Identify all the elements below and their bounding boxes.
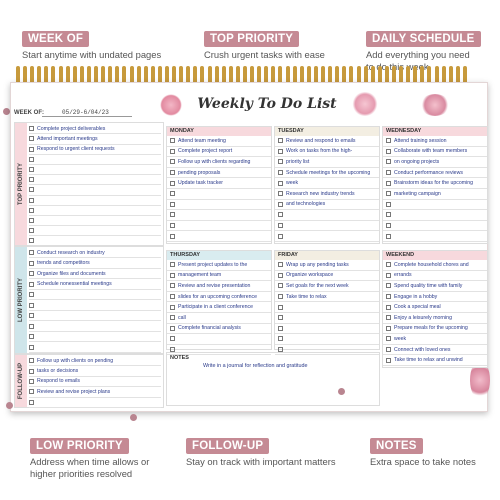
task-checkbox[interactable] (170, 283, 175, 288)
task-row[interactable] (383, 271, 487, 282)
task-row[interactable] (167, 260, 271, 271)
follow-up-tag: FOLLOW-UP (186, 438, 269, 454)
task-checkbox[interactable] (29, 261, 34, 266)
task-checkbox[interactable] (278, 305, 283, 310)
task-text: Prepare meals for the upcoming (394, 325, 468, 332)
task-row[interactable] (275, 136, 379, 147)
task-row[interactable] (29, 195, 161, 205)
task-row[interactable] (29, 356, 161, 366)
task-text: Research new industry trends (286, 190, 355, 197)
task-checkbox[interactable] (386, 234, 391, 239)
task-row[interactable] (29, 269, 161, 279)
task-row[interactable] (167, 231, 271, 242)
task-checkbox[interactable] (29, 369, 34, 374)
task-row[interactable] (29, 175, 161, 185)
week-of-desc: Start anytime with undated pages (22, 49, 162, 60)
week-of-label: WEEK OF: (14, 110, 44, 116)
task-checkbox[interactable] (278, 159, 283, 164)
task-checkbox[interactable] (278, 315, 283, 320)
follow-up-band (15, 355, 27, 407)
task-checkbox[interactable] (29, 345, 34, 350)
task-row[interactable] (383, 292, 487, 303)
task-text: week (286, 180, 299, 187)
flower-decoration (160, 94, 182, 116)
task-text: Follow up with clients on pending (37, 357, 114, 364)
daily-schedule-desc-1: Add everything you need (366, 49, 470, 60)
flower-decoration (352, 92, 378, 116)
task-row[interactable] (167, 271, 271, 282)
task-checkbox[interactable] (386, 202, 391, 207)
task-checkbox[interactable] (386, 223, 391, 228)
task-text: Cook a special meal (394, 304, 441, 311)
task-text: Schedule meetings for the upcoming (286, 169, 371, 176)
task-checkbox[interactable] (29, 198, 34, 203)
week-of-pointer (3, 108, 10, 115)
task-checkbox[interactable] (278, 283, 283, 288)
task-row[interactable] (167, 178, 271, 189)
task-text: Organize files and documents (37, 270, 106, 277)
task-checkbox[interactable] (278, 234, 283, 239)
notes-tag: NOTES (370, 438, 423, 454)
task-checkbox[interactable] (29, 250, 34, 255)
task-checkbox[interactable] (278, 262, 283, 267)
day-monday-header: MONDAY (167, 127, 271, 136)
task-text: slides for an upcoming conference (178, 293, 258, 300)
day-wednesday (382, 126, 488, 244)
task-row[interactable] (275, 302, 379, 313)
task-checkbox[interactable] (29, 334, 34, 339)
task-checkbox[interactable] (29, 324, 34, 329)
top-priority-band (15, 123, 27, 245)
task-text: Connect with loved ones (394, 346, 451, 353)
task-text: Schedule nonessential meetings (37, 281, 112, 288)
task-text: Review and respond to emails (286, 137, 356, 144)
task-row[interactable] (29, 134, 161, 144)
notes-pointer (338, 388, 345, 395)
task-row[interactable] (383, 302, 487, 313)
task-row[interactable] (167, 189, 271, 200)
task-text: call (178, 314, 186, 321)
task-text: Present project updates to the (178, 261, 248, 268)
top-priority-section (14, 122, 164, 246)
task-checkbox[interactable] (29, 136, 34, 141)
task-row[interactable] (383, 147, 487, 158)
task-row[interactable] (167, 136, 271, 147)
task-row[interactable] (29, 280, 161, 290)
task-checkbox[interactable] (278, 181, 283, 186)
task-checkbox[interactable] (386, 262, 391, 267)
task-row[interactable] (167, 334, 271, 345)
task-text: Complete project deliverables (37, 125, 106, 132)
task-row[interactable] (29, 185, 161, 195)
day-tuesday-header: TUESDAY (275, 127, 379, 136)
task-text: Attend important meetings (37, 135, 98, 142)
task-text: Review and revise project plans (37, 388, 111, 395)
task-row[interactable] (383, 260, 487, 271)
top-priority-tag: TOP PRIORITY (204, 31, 299, 47)
task-text: Respond to emails (37, 378, 80, 385)
task-row[interactable] (167, 157, 271, 168)
task-row[interactable] (29, 259, 161, 269)
task-row[interactable] (383, 168, 487, 179)
task-row[interactable] (383, 345, 487, 356)
task-text: Spend quality time with family (394, 282, 463, 289)
task-checkbox[interactable] (29, 282, 34, 287)
task-row[interactable] (29, 343, 161, 353)
task-text: and technologies (286, 201, 326, 208)
task-row[interactable] (167, 281, 271, 292)
task-checkbox[interactable] (278, 191, 283, 196)
top-priority-desc: Crush urgent tasks with ease (204, 49, 325, 60)
low-priority-band (15, 247, 27, 353)
task-row[interactable] (275, 168, 379, 179)
task-text: Wrap up any pending tasks (286, 261, 349, 268)
task-checkbox[interactable] (386, 358, 391, 363)
task-row[interactable] (275, 157, 379, 168)
task-row[interactable] (275, 189, 379, 200)
task-row[interactable] (29, 322, 161, 332)
task-text: priority list (286, 158, 310, 165)
task-checkbox[interactable] (278, 273, 283, 278)
task-checkbox[interactable] (29, 379, 34, 384)
task-text: Complete project report (178, 148, 233, 155)
task-text: Follow up with clients regarding (178, 158, 251, 165)
task-row[interactable] (29, 301, 161, 311)
task-checkbox[interactable] (386, 159, 391, 164)
notes-entry[interactable]: Write in a journal for reflection and gratitude (203, 363, 308, 369)
task-row[interactable] (29, 366, 161, 376)
task-checkbox[interactable] (29, 126, 34, 131)
task-row[interactable] (275, 292, 379, 303)
day-friday-header: FRIDAY (275, 251, 379, 260)
task-checkbox[interactable] (278, 202, 283, 207)
task-checkbox[interactable] (386, 138, 391, 143)
follow-up-band-label: FOLLOW-UP (18, 362, 24, 400)
task-row[interactable] (167, 168, 271, 179)
task-text: Take time to relax and unwind (394, 357, 463, 364)
task-text: pending proposals (178, 169, 221, 176)
day-tuesday (274, 126, 380, 244)
task-row[interactable] (167, 313, 271, 324)
task-row[interactable] (383, 189, 487, 200)
task-text: Conduct performance reviews (394, 169, 463, 176)
task-checkbox[interactable] (29, 208, 34, 213)
task-checkbox[interactable] (386, 305, 391, 310)
task-text: marketing campaign (394, 190, 441, 197)
week-of-value[interactable]: 05/29-6/04/23 (62, 109, 109, 116)
task-row[interactable] (383, 231, 487, 242)
task-checkbox[interactable] (170, 149, 175, 154)
task-checkbox[interactable] (386, 273, 391, 278)
low-priority-pointer (6, 402, 13, 409)
day-wednesday-header: WEDNESDAY (383, 127, 487, 136)
task-checkbox[interactable] (29, 147, 34, 152)
task-row[interactable] (167, 292, 271, 303)
task-checkbox[interactable] (170, 262, 175, 267)
task-text: Complete household chores and (394, 261, 469, 268)
task-row[interactable] (275, 334, 379, 345)
notes-box[interactable] (166, 352, 380, 406)
task-checkbox[interactable] (386, 181, 391, 186)
task-checkbox[interactable] (170, 202, 175, 207)
task-text: Take time to relax (286, 293, 327, 300)
task-checkbox[interactable] (386, 149, 391, 154)
task-checkbox[interactable] (29, 292, 34, 297)
task-row[interactable] (383, 334, 487, 345)
task-checkbox[interactable] (29, 303, 34, 308)
task-row[interactable] (275, 147, 379, 158)
task-row[interactable] (167, 200, 271, 211)
task-text: Enjoy a leisurely morning (394, 314, 452, 321)
task-row[interactable] (275, 260, 379, 271)
top-priority-band-label: TOP PRIORITY (18, 162, 24, 206)
task-row[interactable] (167, 210, 271, 221)
task-text: trends and competitors (37, 260, 90, 267)
task-text: Attend training session (394, 137, 447, 144)
task-row[interactable] (383, 355, 487, 366)
week-of-tag: WEEK OF (22, 31, 89, 47)
task-row[interactable] (29, 216, 161, 226)
task-row[interactable] (383, 313, 487, 324)
task-text: Attend team meeting (178, 137, 226, 144)
task-checkbox[interactable] (29, 167, 34, 172)
task-checkbox[interactable] (386, 347, 391, 352)
task-checkbox[interactable] (170, 181, 175, 186)
task-row[interactable] (29, 377, 161, 387)
task-row[interactable] (167, 147, 271, 158)
notes-label: NOTES (170, 355, 189, 361)
day-weekend-header: WEEKEND (383, 251, 487, 260)
task-row[interactable] (383, 136, 487, 147)
task-checkbox[interactable] (29, 177, 34, 182)
task-checkbox[interactable] (29, 238, 34, 243)
task-row[interactable] (275, 231, 379, 242)
task-row[interactable] (275, 178, 379, 189)
low-priority-desc-1: Address when time allows or (30, 456, 150, 467)
task-checkbox[interactable] (278, 326, 283, 331)
week-of-line (42, 116, 132, 117)
task-checkbox[interactable] (278, 212, 283, 217)
task-text: Review and revise presentation (178, 282, 251, 289)
task-row[interactable] (383, 324, 487, 335)
task-text: Complete financial analysis (178, 325, 241, 332)
task-row[interactable] (29, 206, 161, 216)
follow-up-section (14, 354, 164, 408)
low-priority-section (14, 246, 164, 354)
task-checkbox[interactable] (29, 389, 34, 394)
day-weekend (382, 250, 488, 368)
task-checkbox[interactable] (170, 234, 175, 239)
notes-desc: Extra space to take notes (370, 456, 476, 467)
task-text: Work on tasks from the high- (286, 148, 353, 155)
low-priority-band-label: LOW PRIORITY (18, 278, 24, 322)
daily-schedule-tag: DAILY SCHEDULE (366, 31, 481, 47)
task-row[interactable] (29, 311, 161, 321)
task-row[interactable] (383, 200, 487, 211)
task-row[interactable] (383, 221, 487, 232)
task-checkbox[interactable] (170, 315, 175, 320)
task-checkbox[interactable] (29, 358, 34, 363)
task-checkbox[interactable] (386, 336, 391, 341)
task-text: tasks or decisions (37, 368, 79, 375)
task-row[interactable] (29, 155, 161, 165)
task-checkbox[interactable] (170, 138, 175, 143)
task-text: Engage in a hobby (394, 293, 438, 300)
task-text: Conduct research on industry (37, 249, 105, 256)
task-checkbox[interactable] (278, 223, 283, 228)
task-checkbox[interactable] (170, 159, 175, 164)
task-row[interactable] (383, 178, 487, 189)
task-text: errands (394, 272, 412, 279)
follow-up-pointer (130, 414, 137, 421)
task-checkbox[interactable] (386, 294, 391, 299)
day-friday (274, 250, 380, 350)
task-text: Set goals for the next week (286, 282, 349, 289)
task-row[interactable] (167, 221, 271, 232)
task-row[interactable] (167, 302, 271, 313)
task-checkbox[interactable] (29, 218, 34, 223)
task-checkbox[interactable] (386, 283, 391, 288)
task-row[interactable] (29, 290, 161, 300)
task-checkbox[interactable] (170, 170, 175, 175)
task-checkbox[interactable] (29, 157, 34, 162)
task-checkbox[interactable] (278, 149, 283, 154)
priority-column (14, 122, 164, 408)
follow-up-desc: Stay on track with important matters (186, 456, 336, 467)
task-checkbox[interactable] (386, 212, 391, 217)
daily-schedule-desc-2: to do this week (366, 61, 429, 72)
task-row[interactable] (275, 210, 379, 221)
task-row[interactable] (29, 248, 161, 258)
task-row[interactable] (29, 226, 161, 236)
day-monday (166, 126, 272, 244)
task-row[interactable] (29, 332, 161, 342)
task-checkbox[interactable] (386, 315, 391, 320)
task-checkbox[interactable] (386, 191, 391, 196)
day-thursday-header: THURSDAY (167, 251, 271, 260)
task-row[interactable] (29, 144, 161, 154)
task-row[interactable] (29, 387, 161, 397)
task-checkbox[interactable] (386, 326, 391, 331)
task-text: on ongoing projects (394, 158, 440, 165)
task-row[interactable] (275, 200, 379, 211)
task-text: Respond to urgent client requests (37, 146, 115, 153)
task-row[interactable] (383, 157, 487, 168)
task-row[interactable] (29, 165, 161, 175)
task-text: Brainstorm ideas for the upcoming (394, 180, 474, 187)
task-checkbox[interactable] (170, 336, 175, 341)
task-row[interactable] (275, 221, 379, 232)
task-row[interactable] (383, 210, 487, 221)
low-priority-desc-2: higher priorities resolved (30, 468, 133, 479)
task-checkbox[interactable] (29, 271, 34, 276)
task-row[interactable] (383, 281, 487, 292)
task-row[interactable] (275, 281, 379, 292)
flower-decoration (420, 94, 450, 116)
task-checkbox[interactable] (170, 212, 175, 217)
task-text: Participate in a client conference (178, 304, 253, 311)
task-row[interactable] (275, 271, 379, 282)
task-checkbox[interactable] (170, 223, 175, 228)
task-checkbox[interactable] (170, 294, 175, 299)
task-text: Collaborate with team members (394, 148, 468, 155)
task-checkbox[interactable] (170, 273, 175, 278)
task-checkbox[interactable] (170, 305, 175, 310)
task-checkbox[interactable] (170, 191, 175, 196)
task-checkbox[interactable] (29, 313, 34, 318)
task-row[interactable] (275, 313, 379, 324)
task-checkbox[interactable] (29, 228, 34, 233)
planner-title: Weekly To Do List (197, 96, 337, 112)
task-text: Update task tracker (178, 180, 223, 187)
task-checkbox[interactable] (29, 187, 34, 192)
day-thursday (166, 250, 272, 350)
task-text: management team (178, 272, 222, 279)
task-checkbox[interactable] (170, 326, 175, 331)
task-row[interactable] (29, 398, 161, 408)
low-priority-tag: LOW PRIORITY (30, 438, 129, 454)
task-row[interactable] (275, 324, 379, 335)
task-checkbox[interactable] (278, 138, 283, 143)
task-row[interactable] (167, 324, 271, 335)
task-row[interactable] (29, 124, 161, 134)
task-checkbox[interactable] (29, 400, 34, 405)
task-checkbox[interactable] (386, 170, 391, 175)
task-checkbox[interactable] (278, 294, 283, 299)
task-text: Organize workspace (286, 272, 334, 279)
task-checkbox[interactable] (278, 170, 283, 175)
task-text: week (394, 335, 407, 342)
task-checkbox[interactable] (278, 336, 283, 341)
